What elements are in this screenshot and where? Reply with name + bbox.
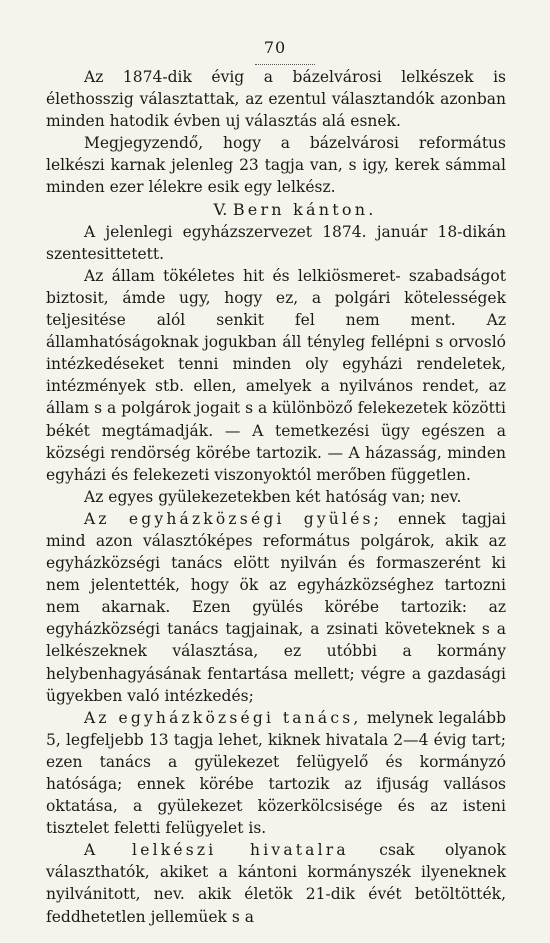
paragraph-7-text: melynek legalább 5, legfeljebb 13 tagja lehet, kiknek hivatala 2—4 évig tart; ezen tanács a gyülekezet felügyelő és kormányzó hatósága; ennek körébe tartozik az ifjuság vallásos oktatása, a gyülekezet közerkölcsisége és az isteni tisztelet feletti felügyelet is.	[46, 708, 506, 838]
section-heading-number: V.	[213, 199, 228, 219]
paragraph-7-term: Az egyházközségi tanács,	[84, 708, 362, 727]
paragraph-1: Az 1874-dik évig a bázelvárosi lelkészek is élethosszig választattak, az ezentul választandók azonban minden hatodik évben uj választás alá esnek.	[46, 68, 506, 131]
paragraph-8	[46, 839, 506, 927]
paragraph-8-term: A lelkészi hivatalra	[84, 841, 349, 860]
section-heading	[46, 199, 506, 221]
paragraph-8-text: csak olyanok választhatók, akiket a kántoni kormányszék ilyeneknek nyilvánitott, nev. akik életök 21-dik évét betöltötték, feddhetetlen jellemüek s a	[46, 841, 506, 926]
page-number: 70	[263, 38, 287, 57]
paragraph-2: Megjegyzendő, hogy a bázelvárosi református lelkészi karnak jelenleg 23 tagja van, s igy, kerek sámmal minden ezer lélekre esik egy lelkész.	[46, 134, 506, 197]
paragraph-6-text: ennek tagjai mind azon választóképes református polgárok, akik az egyházközségi tanács elött nyilván és formaszerént ki nem jelentették, hogy ök az egyházközséghez tartozni nem akarnak. Ezen gyülés körébe tartozik: az egyházközségi tanács tagjainak, a zsinati követeknek s a lelkészeknek választása, ez utóbbi a kormány helybenhagyásának fentartása mellett; végre a gazdasági ügyekben való intézkedés;	[46, 509, 506, 705]
body-text	[46, 66, 506, 928]
paragraph-7	[46, 707, 506, 840]
paragraph-3: A jelenlegi egyházszervezet 1874. január 18-dikán szentesittetett.	[46, 222, 506, 263]
paragraph-6-term: Az egyházközségi gyülés;	[84, 509, 383, 528]
paragraph-6	[46, 508, 506, 707]
paragraph-4: Az állam tökéletes hit és lelkiösmeret- szabadságot biztosit, ámde ugy, hogy ez, a polgári kötelességek teljesitése alól senkit fel nem ment. Az államhatóságoknak jogukban áll tényleg fellépni s orvosló intézkedéseket tenni minden oly egyházi rendeletek, intézmények stb. ellen, amelyek a nyilvános rendet, az állam s a polgárok jogait s a különböző felekezetek közötti békét megtámadják. — A temetkezési ügy egészen a községi rendörség körébe tartozik. — A házasság, minden egyházi és felekezeti viszonyoktól merőben független.	[46, 266, 506, 484]
page-number-ornament	[255, 60, 315, 65]
paragraph-5: Az egyes gyülekezetekben két hatóság van; nev.	[84, 487, 462, 506]
section-heading-title: Bern kánton.	[232, 199, 377, 219]
